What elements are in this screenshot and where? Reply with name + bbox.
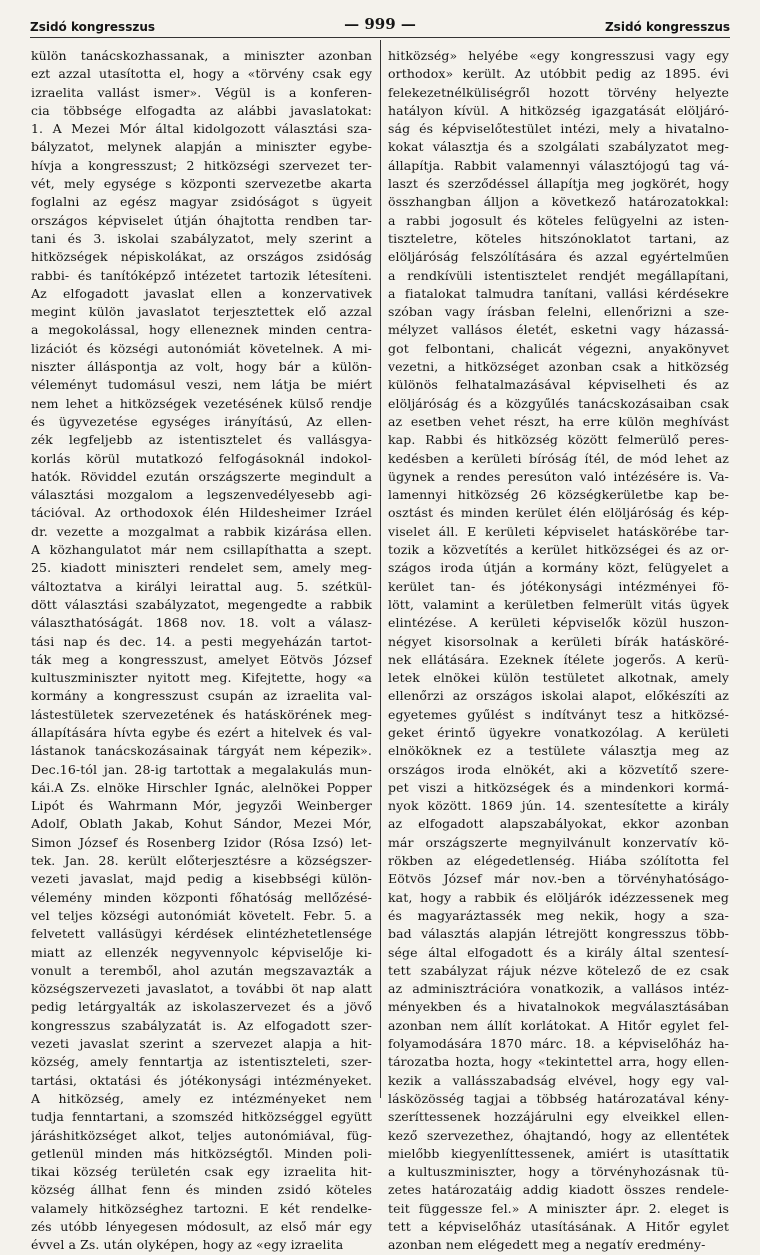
text-line: tozik a közvetítés a kerület hitközségei és az or- [388, 542, 729, 558]
text-line: foglalni az egész magyar zsidóságot s ügyeit [31, 194, 372, 210]
text-line: laszt és szerződéssel állapítja meg jogkörét, hogy [388, 176, 729, 192]
text-line: izraelita vallást ismer». Végül is a konferen- [31, 84, 372, 100]
text-line: ügynek a rendes peresúton való intézésére is. Va- [388, 468, 729, 484]
header-title-right: Zsidó kongresszus [604, 20, 730, 34]
text-line: pedig letárgyalták az iskolaszervezet és a jövő [31, 999, 372, 1015]
text-line: ezt azzal utasította el, hogy a «törvény csak egy [31, 66, 372, 82]
text-line: felvetett vallásügyi kérdések elintézhetetlensége [31, 926, 372, 942]
text-line: elöljáróság és a közgyűlés tanácskozásaiban csak [388, 395, 729, 411]
header-title-left: Zsidó kongresszus [30, 20, 156, 34]
text-line: tek. Jan. 28. került előterjesztésre a községszer- [31, 853, 372, 869]
text-line: zék legfeljebb az istentisztelet és vallásgya- [31, 432, 372, 448]
text-line: elöljáróság felszólítására és azzal egyértelműen [388, 249, 729, 265]
text-line: Az elfogadott javaslat ellen a konzervativek [31, 285, 372, 301]
text-line: tározatba hozta, hogy «tekintettel arra, hogy ellen- [388, 1054, 729, 1070]
text-line: kongresszus szabályzatát is. Az elfogadott szer- [31, 1017, 372, 1033]
text-line: nem lehet a hitközségek vezetésének külső rendje [31, 395, 372, 411]
text-line: hívja a kongresszust; 2 hitközségi szervezet ter- [31, 157, 372, 173]
text-line: változtatva a királyi leirattal aug. 5. szétkül- [31, 578, 372, 594]
text-line: község állhat fenn és minden zsidó köteles [31, 1182, 372, 1198]
text-line: 1. A Mezei Mór által kidolgozott választási sza- [31, 121, 372, 137]
text-line: lamennyi hitközség 26 községkerületbe kap be- [388, 487, 729, 503]
text-line: tudja fenntartani, a szomszéd hitközséggel együtt [31, 1109, 372, 1125]
text-line: szágos iroda útján a kormány közt, felügyelet a [388, 560, 729, 576]
text-line: község, amely fenntartja az istentiszteleti, szer- [31, 1054, 372, 1070]
text-line: ság és képviselőtestület intézi, mely a hivatalno- [388, 121, 729, 137]
text-line: és magyaráztassék meg nekik, hogy a sza- [388, 907, 729, 923]
text-line: vélemény minden központi főhatóság mellőzésé- [31, 889, 372, 905]
text-line: A közhangulatot már nem csillapíthatta a szept. [31, 542, 372, 558]
text-line: viselet áll. E kerületi képviselet hatáskörébe tar- [388, 523, 729, 539]
text-line: a fiatalokat talmudra tanítani, vallási kérdésekre [388, 285, 729, 301]
text-line: vezeti javaslat szerint a szervezet alapja a hit- [31, 1036, 372, 1052]
text-line: mélyzet vallásos életét, esketni vagy házassá- [388, 322, 729, 338]
text-line: az elfogadott alapszabályokat, ekkor azonban [388, 816, 729, 832]
text-line: teit függessze fel.» A miniszter ápr. 2. eleget is [388, 1200, 729, 1216]
page-number: — 999 — [344, 15, 416, 33]
text-line: felekezetnélküliségről hozott törvény helyezte [388, 84, 729, 100]
text-line: dött választási szabályzatot, megengedte a rabbik [31, 596, 372, 612]
text-line: kap. Rabbi és hitközség között felmerülő peres- [388, 432, 729, 448]
text-line: hitközségek népiskolákat, az országos zsidóság [31, 249, 372, 265]
text-line: tett a képviselőház utasításának. A Hitőr egylet [388, 1219, 729, 1234]
text-line: országos képviselet útján óhajtotta rendben tar- [31, 212, 372, 228]
text-line: a rendkívüli istentisztelet rendjét megállapítani, [388, 267, 729, 283]
text-line: rökben az elégedetlenség. Hiába szólította fel [388, 853, 729, 869]
text-line: geket érintő ügyekre vonatkozólag. A kerületi [388, 724, 729, 740]
text-line: a kultuszminiszter, hogy a törvényhozásnak tü- [388, 1164, 729, 1180]
text-line: niszter álláspontja az volt, hogy bár a külön- [31, 359, 372, 375]
text-line: és ügyvezetése egységes irányítású, Az ellen- [31, 413, 372, 429]
text-line: lött, valamint a kerületben felmerült vitás ügyek [388, 596, 729, 612]
text-line: kái.A Zs. elnöke Hirschler Ignác, alelnökei Popper [31, 779, 372, 795]
text-line: tiszteletre, köteles hitszónoklatot tartani, az [388, 230, 729, 246]
text-line: vezetni, a hitközséget azonban csak a hitközség [388, 359, 729, 375]
text-line: évvel a Zs. után olyképen, hogy az «egy izraelita [31, 1237, 344, 1253]
text-line: Simon József és Rosenberg Izidor (Rósa Izsó) let- [31, 834, 372, 850]
text-line: külön tanácskozhassanak, a miniszter azonban [31, 48, 372, 63]
text-line: lástestületek szervezetének és hatáskörének meg- [31, 706, 372, 722]
text-line: nyok között. 1869 jún. 14. szentesítette a király [388, 798, 729, 814]
text-line: getlenül minden más hitközségtől. Minden poli- [31, 1145, 372, 1161]
text-line: Eötvös József már nov.-ben a törvényhatóságo- [388, 871, 729, 887]
text-line: az esetben vehet részt, ha erre külön meghívást [388, 413, 729, 429]
text-line: valamely hitközséghez tartozni. E két rendelke- [31, 1200, 372, 1216]
text-line: orthodox» került. Az utóbbit pedig az 1895. évi [388, 66, 729, 82]
text-line: kultuszminiszter nyitott meg. Kifejtette, hogy «a [31, 670, 372, 686]
text-line: állapítására hívta egybe és ezért a hitelvek és val- [31, 724, 372, 740]
text-line: vét, mely egysége s központi szervezetbe akarta [31, 176, 372, 192]
text-line: tási nap és dec. 14. a pesti megyeházán tartot- [31, 633, 372, 649]
running-header [30, 10, 730, 40]
text-line: sége által elfogadott és a király által szentesí- [388, 944, 729, 960]
text-line: községszervezeti javaslatot, a további öt nap alatt [31, 981, 372, 997]
text-line: kokat választja és a szolgálati szabályzatot meg- [388, 139, 729, 155]
text-line: a rabbi jogosult és köteles felügyelni az isten- [388, 212, 729, 228]
text-column-left [31, 47, 372, 1255]
text-line: bad választás alapján létrejött kongresszus több- [388, 926, 729, 942]
text-line: rabbi- és tanítóképző intézetet tartozik létesíteni. [31, 267, 372, 283]
text-line: kerület tan- és jótékonysági intézményei fö- [388, 578, 729, 594]
text-line: nek ellátására. Ezeknek ítélete jogerős. A kerü- [388, 651, 729, 667]
text-line: lizációt és községi autonómiát követelnek. A mi- [31, 340, 372, 356]
text-line: tani és 3. iskolai szabályzatot, mely szerint a [31, 230, 372, 246]
text-line: azonban nem elégedett meg a negatív eredmény- [388, 1237, 706, 1253]
text-line: hitközség» helyébe «egy kongresszusi vagy egy [388, 48, 729, 63]
text-line: tett szabályzat rájuk nézve kötelező de ez csak [388, 962, 729, 978]
text-line: azonban nem állít korlátokat. A Hitőr egylet fel- [388, 1017, 729, 1033]
text-line: folyamodására 1870 márc. 18. a képviselőház ha- [388, 1036, 729, 1052]
text-line: tartási, oktatási és jótékonysági intézményeket. [31, 1072, 372, 1088]
text-line: vonult a teremből, ahol azután megszavazták a [31, 962, 372, 978]
text-line: mielőbb kiegyenlíttessenek, amiért is utasíttatik [388, 1145, 729, 1161]
text-line: hatályon kívül. A hitközség igazgatását elöljáró- [388, 102, 729, 118]
text-line: ményekben és a hivatalnokok megválasztásában [388, 999, 729, 1015]
text-line: Adolf, Oblath Jakab, Kohut Sándor, Mezei Mór, [31, 816, 372, 832]
text-line: szóban vagy írásban felelni, ellenőrizni a sze- [388, 304, 729, 320]
text-line: elnököknek ez a testülete választja meg az [388, 743, 729, 759]
text-line: egyetemes gyűlést s indítványt tesz a hitközsé- [388, 706, 729, 722]
text-line: zetes határozatáig addig kiadott összes rendele- [388, 1182, 729, 1198]
text-line: bályzatot, melynek alapján a miniszter egybe- [31, 139, 372, 155]
text-line: ellenőrzi az országos iskolai alapot, előkészíti az [388, 688, 729, 704]
text-line: A hitközség, amely ez intézményeket nem [31, 1090, 372, 1106]
header-rule [30, 37, 730, 38]
text-line: összhangban álljon a következő határozatokkal: [388, 194, 729, 210]
text-line: korlás körül mutatkozó felfogásoknál indokol- [31, 450, 372, 466]
column-divider [380, 40, 381, 1098]
text-line: tációval. Az orthodoxok élén Hildesheimer Izráel [31, 505, 372, 521]
text-line: kormány a kongresszust csupán az izraelita val- [31, 688, 372, 704]
text-line: vezeti javaslat, majd pedig a kisebbségi külön- [31, 871, 372, 887]
text-line: szeríttessenek hozzájárulni egy elveikkel ellen- [388, 1109, 729, 1125]
text-line: hatók. Röviddel ezután országszerte megindult a [31, 468, 372, 484]
text-line: választási mozgalom a legszenvedélyesebb agi- [31, 487, 372, 503]
text-line: osztást és minden kerület élén elöljáróság és kép- [388, 505, 729, 521]
text-line: tikai község területén csak egy izraelita hit- [31, 1164, 372, 1180]
text-line: zés utóbb lényegesen módosult, az első már egy [31, 1219, 372, 1234]
text-line: lásközösség tagjai a többség határozatával kény- [388, 1090, 729, 1106]
text-line: cia többsége elfogadta az alábbi javaslatokat: [31, 102, 372, 118]
text-line: elintézése. A kerületi képviselők közül huszon- [388, 615, 729, 631]
text-line: miatt az ellenzék negyvennyolc képviselője ki- [31, 944, 372, 960]
text-line: négyet kisorsolnak a kerületi bírák hatásköré- [388, 633, 729, 649]
text-line: Lipót és Wahrmann Mór, jegyzői Weinberger [31, 798, 372, 814]
text-line: kező szervezethez, óhajtandó, hogy az ellentétek [388, 1127, 729, 1143]
text-line: ták meg a kongresszust, amelyet Eötvös József [31, 651, 372, 667]
text-line: got felbontani, chalicát végezni, anyakönyvet [388, 340, 729, 356]
text-line: dr. vezette a mozgalmat a rabbik kizárása ellen. [31, 523, 372, 539]
text-line: pet viszi a hitközségek és a mindenkori kormá- [388, 779, 729, 795]
text-line: lástanok tanácskozásainak tárgyát nem képezik». [31, 743, 372, 759]
text-line: letek elnökei külön testületet alkotnak, amely [388, 670, 729, 686]
text-line: véleményt tudomásul veszi, nem látja be miért [31, 377, 372, 393]
text-line: különös felhatalmazásával képviselheti és az [388, 377, 729, 393]
text-line: kat, hogy a rabbik és elöljárók idézzessenek meg [388, 889, 729, 905]
text-line: kezik a vallásszabadság elvével, hogy egy val- [388, 1072, 729, 1088]
text-column-right [388, 47, 729, 1255]
text-line: megint külön javaslatot terjesztettek elő azzal [31, 304, 372, 320]
text-line: országos iroda elnökét, aki a közvetítő szere- [388, 761, 729, 777]
text-line: az adminisztrációra vonatkozik, a vallásos intéz- [388, 981, 729, 997]
text-line: Dec.16-tól jan. 28-ig tartottak a megalakulás mun- [31, 761, 372, 777]
text-line: kedésben a kerületi bíróság ítél, de mód lehet az [388, 450, 729, 466]
text-line: vel teljes községi autonómiát követelt. Febr. 5. a [31, 907, 372, 923]
text-line: járáshitközséget alkot, teljes autonómiával, füg- [31, 1127, 372, 1143]
text-line: már országszerte megnyilvánult konzervatív kö- [388, 834, 729, 850]
text-line: választhatóságát. 1868 nov. 18. volt a válasz- [31, 615, 372, 631]
text-line: a megokolással, hogy elleneznek minden centra- [31, 322, 372, 338]
text-line: 25. kiadott miniszteri rendelet sem, amely meg- [31, 560, 372, 576]
text-line: állapítja. Rabbit valamennyi választójogú tag vá- [388, 157, 729, 173]
